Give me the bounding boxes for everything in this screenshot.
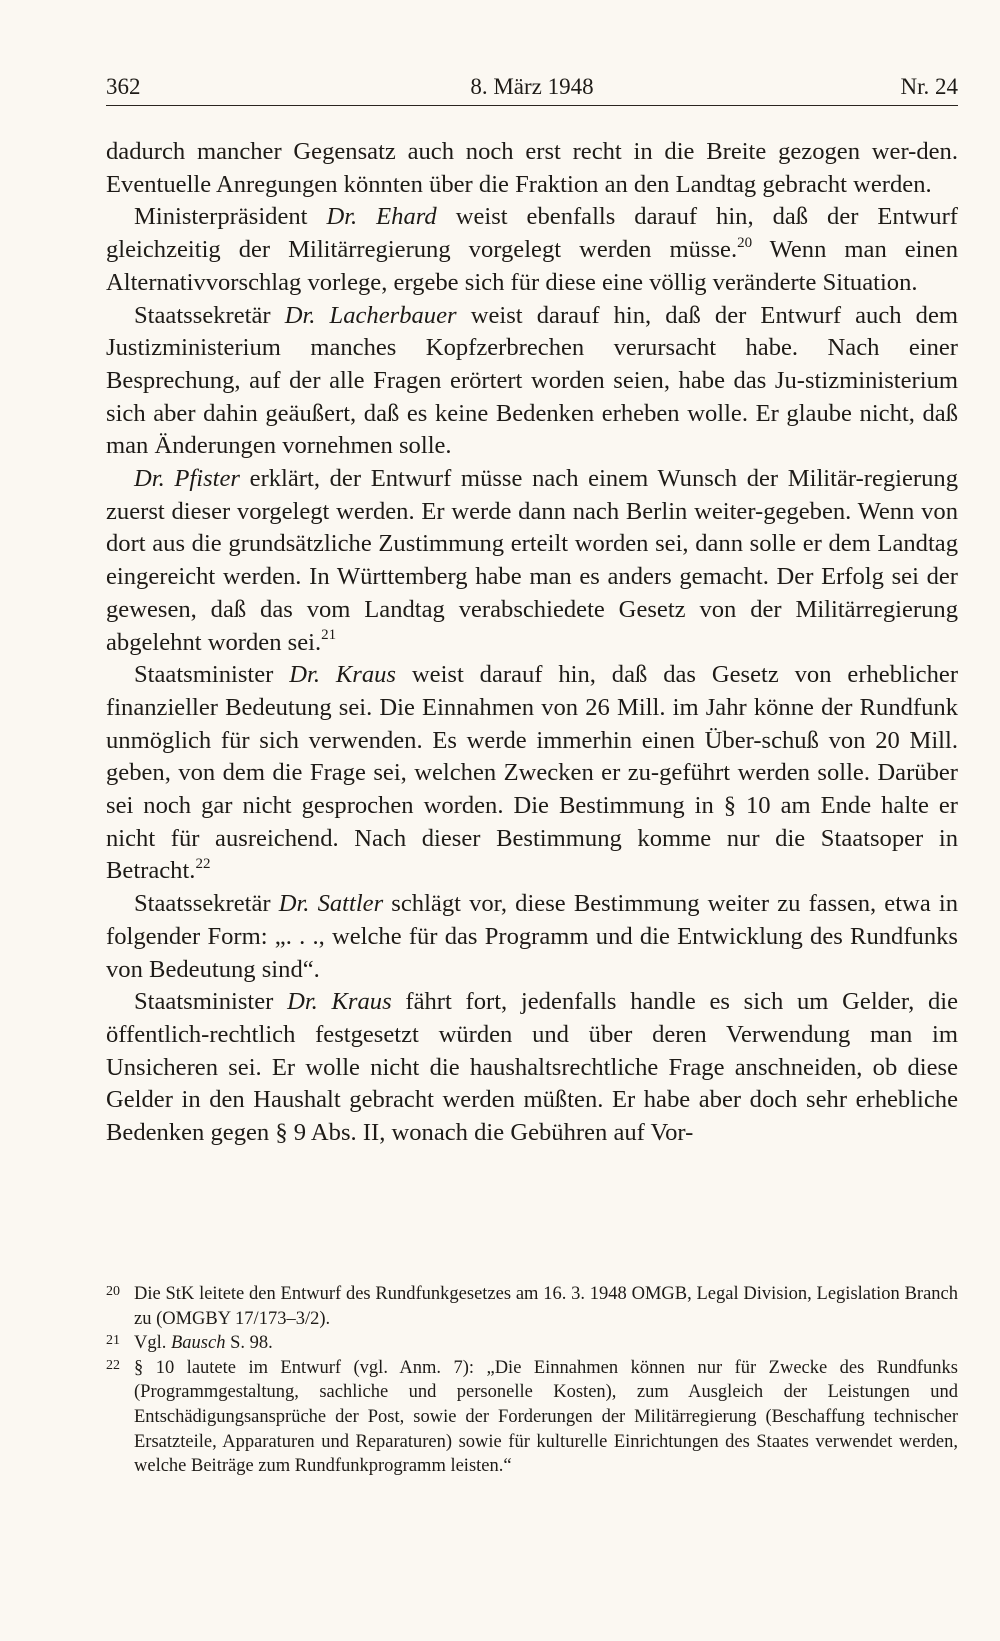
paragraph-text: weist ebenfalls darauf hin, daß der Entwurf gleichzeitig der Militärregierung vorgelegt werden müsse.	[106, 203, 958, 264]
footnote-ref[interactable]: 20	[737, 234, 753, 251]
footnote-ref[interactable]: 21	[321, 627, 337, 644]
paragraph-text: weist darauf hin, daß das Gesetz von erheblicher finanzieller Bedeutung sei. Die Einnahmen von 26 Mill. im Jahr könne der Rundfunk unmöglich für sich verwenden. Es werde immerhin einen Über-schuß von 20 Mill. geben, von dem die Frage sei, welchen Zwecken er zu-geführt werden solle. Darüber sei noch gar nicht gesprochen worden. Die Bestimmung in § 10 am Ende halte er nicht für ausreichend. Nach dieser Bestimmung komme nur die Staatsoper in Betracht.	[106, 661, 959, 885]
footnote	[106, 1282, 958, 1331]
footnote-number: 22	[106, 1357, 120, 1373]
footnote-number: 20	[106, 1284, 120, 1299]
footnote-text: Die StK leitete den Entwurf des Rundfunkgesetzes am 16. 3. 1948 OMGB, Legal Division, Legislation Branch zu (OMGBY 17/173–3/2).	[134, 1284, 958, 1329]
paragraph	[106, 136, 958, 201]
paragraph	[106, 300, 958, 464]
paragraph-text: schlägt vor, diese Bestimmung weiter zu fassen, etwa in folgender Form: „. . ., welche für das Programm und die Entwicklung des Rundfunks von Bedeutung sind“.	[106, 890, 958, 983]
speaker-title: Staatssekretär	[134, 890, 279, 918]
page-header	[106, 72, 958, 106]
speaker-title: Ministerpräsident	[134, 203, 327, 231]
paragraph-text: weist darauf hin, daß der Entwurf auch dem Justizministerium manches Kopfzerbrechen verursacht habe. Nach einer Besprechung, auf der alle Fragen erörtert worden seien, habe das Ju-stizministerium sich aber dahin geäußert, daß es keine Bedenken erheben wolle. Er glaube nicht, daß man Änderungen vornehmen solle.	[106, 301, 958, 460]
footnote-ref[interactable]: 22	[195, 856, 211, 873]
paragraph-text: Wenn man einen Alternativvorschlag vorlege, ergebe sich für diese eine völlig veränderte Situation.	[106, 236, 958, 296]
footnote	[106, 1356, 958, 1479]
speaker-name: Dr. Ehard	[326, 203, 437, 231]
speaker-name: Dr. Lacherbauer	[284, 301, 457, 329]
paragraph-text: fährt fort, jedenfalls handle es sich um Gelder, die öffentlich-rechtlich festgesetzt würden und über deren Verwendung man im Unsicheren sei. Er wolle nicht die haushaltsrechtliche Frage anschneiden, ob diese Gelder in den Haushalt gebracht werden müßten. Er habe aber doch sehr erhebliche Bedenken gegen § 9 Abs. II, wonach die Gebühren auf Vor-	[106, 988, 958, 1147]
main-text	[106, 136, 958, 1150]
paragraph-text: erklärt, der Entwurf müsse nach einem Wunsch der Militär-regierung zuerst dieser vorgelegt werden. Er werde dann nach Berlin weiter-gegeben. Wenn von dort aus die grundsätzliche Zustimmung erteilt worden sei, dann solle er dem Landtag eingereicht werden. In Württemberg habe man es anders gemacht. Der Erfolg sei der gewesen, daß das vom Landtag verabschiedete Gesetz von der Militärregierung abgelehnt worden sei.	[106, 465, 959, 656]
footnote-text: § 10 lautete im Entwurf (vgl. Anm. 7): „Die Einnahmen können nur für Zwecke des Rundfunks (Programmgestaltung, sachliche und personelle Kosten), zum Ausgleich der Leistungen und Entschädigungsansprüche der Post, sowie der Forderungen der Militärregierung (Beschaffung technischer Ersatzteile, Apparaturen und Reparaturen) sowie für kulturelle Einrichtungen des Staates verwendet werden, welche Beiträge zum Rundfunkprogramm leisten.“	[134, 1357, 958, 1477]
header-date: 8. März 1948	[470, 74, 594, 99]
speaker-name: Dr. Kraus	[289, 661, 397, 689]
header-rule	[106, 105, 958, 106]
speaker-title: Staatsminister	[134, 988, 288, 1016]
footnotes	[106, 1282, 958, 1479]
footnote-cited-author: Bausch	[171, 1333, 226, 1354]
speaker-name: Dr. Kraus	[287, 988, 392, 1016]
paragraph	[106, 888, 958, 986]
header-issue-number: Nr. 24	[900, 74, 958, 99]
footnote	[106, 1331, 958, 1356]
speaker-title: Staatsminister	[134, 661, 290, 689]
paragraph	[106, 986, 958, 1150]
paragraph-text: dadurch mancher Gegensatz auch noch erst recht in die Breite gezogen wer-den. Eventuelle Anregungen könnten über die Fraktion an den Landtag gebracht werden.	[106, 138, 958, 198]
speaker-name: Dr. Sattler	[278, 890, 384, 918]
footnote-number: 21	[106, 1333, 120, 1349]
speaker-name: Dr. Pfister	[134, 465, 240, 493]
paragraph	[106, 659, 958, 888]
footnote-text: Vgl.	[134, 1333, 171, 1354]
footnote-text: S. 98.	[225, 1333, 273, 1354]
speaker-title: Staatssekretär	[134, 301, 285, 329]
page-number: 362	[106, 74, 141, 99]
paragraph	[106, 201, 958, 299]
paragraph	[106, 463, 958, 659]
